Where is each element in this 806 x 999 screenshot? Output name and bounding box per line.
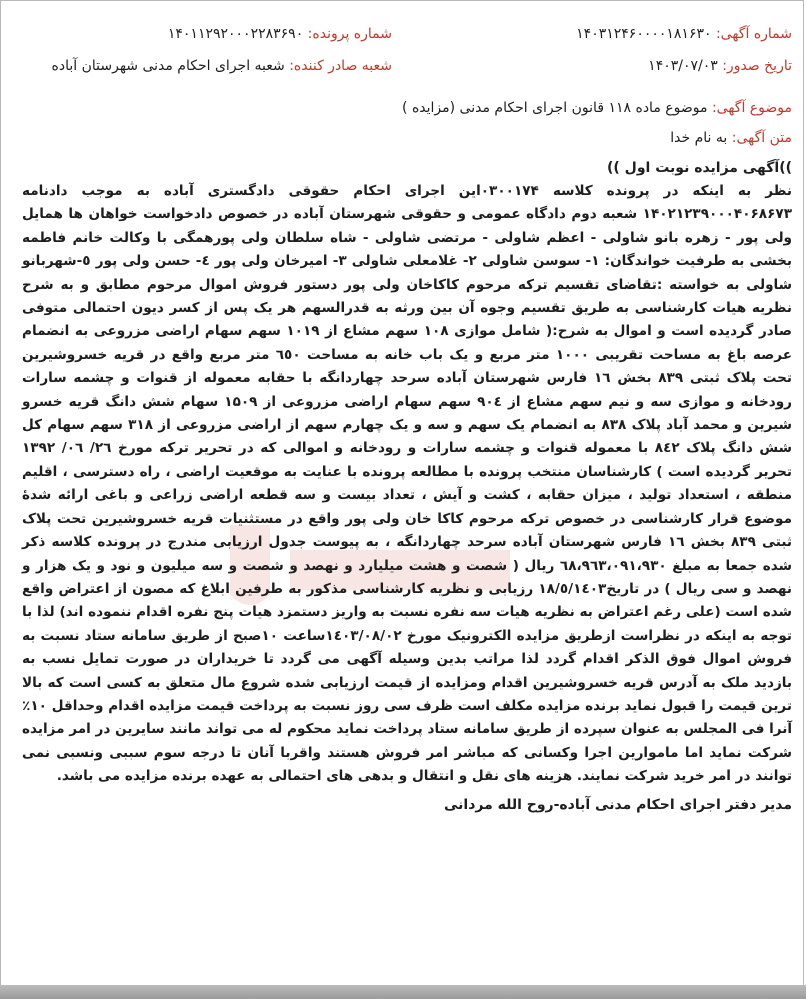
- header-row-1: [22, 26, 792, 52]
- issuer: شعبه صادر کننده: شعبه اجرای احکام مدنی شهرستان آباده: [51, 58, 392, 74]
- notice-number: شماره آگهی: ۱۴۰۳۱۲۴۶۰۰۰۰۱۸۱۶۳۰: [576, 26, 792, 42]
- issue-date: تاریخ صدور: ۱۴۰۳/۰۷/۰۳: [648, 58, 792, 74]
- subject-row: موضوع آگهی: موضوع ماده ۱۱۸ قانون اجرای احکام مدنی (مزایده ): [402, 100, 792, 116]
- signature: مدیر دفتر اجرای احکام مدنی آباده-روح الله مردانی: [443, 796, 792, 813]
- notice-heading: ))آگهی مزایده نوبت اول )): [607, 160, 792, 176]
- header-row-2: [22, 58, 792, 84]
- bottom-scroll-bar: [0, 985, 806, 999]
- notice-body: نظر به اینکه در پرونده کلاسه ۰۳۰۰۱۷۴این اجرای احکام حقوقی دادگستری آباده به موجب دادنامه ۱۴۰۲۱۲۳۹۰۰۰۴۰۶۸۶۷۳ شعبه دوم دادگاه عمومی و حقوقی شهرستان آباده در خصوص دادخواست خواهان ها همایل ولی پور - زهره بانو شاولی - اعظم شاولی - مرتضی شاولی - شاه سلطان ولی پورهمگی با وکالت خانم فاطمه بخشی به طرفیت خواندگان: ۱- سوسن شاولی ۲- غلامعلی شاولی ۳- امیرخان ولی پور ٤- حسن ولی پور ٥-شهربانو شاولی به خواسته :تقاضای تقسیم ترکه مرحوم کاکاخان ولی پور دستور فروش اموال مرحوم مطابق و به شرح نظریه هیات کارشناسی به طریق تقسیم وجوه آن بین ورثه به قدرالسهم هر یک پس از کسر دیون احتمالی متوفی صادر گردیده است و اموال به شرح:( شامل موازی ۱۰۸ سهم مشاع از ۱۰۱۹ سهم سهام اراضی مزروعی به انضمام عرصه باغ به مساحت تقریبی ۱۰۰۰ متر مربع و یک باب خانه به مساحت ٦٥٠ متر مربع واقع در قریه خسروشیرین تحت پلاک ثبتی ۸۳۹ بخش ۱٦ فارس شهرستان آباده سرحد چهاردانگه با حقابه معموله از قنوات و چشمه سارات رودخانه و موازی سه و نیم سهم مشاع از ۹۰٤ سهم سهام اراضی مزروعی از ۱۵۰۹ سهام شش دانگ قریه خسرو شیرین و محمد آباد پلاک ۸۳۸ به انضمام یک سهم و سه و یک چهارم سهم از اراضی مزروعی از ۳۱۸ سهم سهام کل شش دانگ پلاک ۸٤۲ با معموله قنوات و چشمه سارات و رودخانه و اموالی که در تحریر ترکه مورخ ۲٦/ ۰٦/ ۱۳۹۲ تحریر گردیده است ) کارشناسان منتخب پرونده با مطالعه پرونده با عنایت به موقعیت اراضی ، راه دسترسی ، اقلیم منطقه ، استعداد تولید ، میزان حقابه ، کشت و آیش ، تعداد بیست و سه قطعه اراضی زراعی و باغی ارائه شدۀ موضوع قرار کارشناسی در خصوص ترکه مرحوم کاکا خان ولی پور واقع در مستثنیات قریه خسروشیرین تحت پلاک ثبتی ۸۳۹ بخش ۱٦ فارس شهرستان آباده سرحد چهاردانگه ، به پیوست جدول ارزیابی مندرج در پرونده کلاسه ذکر شده جمعا به مبلغ ٦۸،۹٦۳،۰۹۱،۹۳۰ ریال ( شصت و هشت میلیارد و نهصد و شصت و سه میلیون و نود و یک هزار و نهصد و سی ریال ) در تاریخ۱۸/٥/۱٤۰۳ رزیابی و نظریه کارشناسی مذکور به طرفین ابلاغ که مصون از اعتراض واقع شده است (علی رغم اعتراض به نظریه هیات سه نفره نسبت به واریز دستمزد هیات پنج نفره اقدام ننموده اند) لذا با توجه به اینکه در نظراست ازطریق مزایده الکترونیک مورخ ۱٤۰۳/۰۸/۰۲ساعت ۱۰صبح از طریق سامانه ستاد نسبت به فروش اموال فوق الذکر اقدام گردد لذا مراتب بدین وسیله آگهی می گردد تا خریداران در صورت تمایل نسب به بازدید ملک به آدرس قریه خسروشیرین اقدام ومزایده از قیمت ارزیابی شده شروع مال متعلق به کسی است که بالا ترین قیمت را قبول نماید برنده مزایده مکلف است ظرف سی روز نسبت به پرداخت قیمت مزایده اقدام وحداقل ۱۰٪ آنرا فی المجلس به عنوان سپرده از طریق سامانه ستاد پرداخت نماید محکوم له می تواند مانند سایرین در امر مزایده شرکت نماید اما ماموارین اجرا وکسانی که مباشر امر فروش هستند واقربا آنان تا درجه سوم سببی ونسبی نمی توانند در امر خرید شرکت نمایند. هزینه های نقل و انتقال و بدهی های احتمالی به عهده برنده مزایده می باشد.: [22, 183, 793, 785]
- notice-content: [22, 26, 792, 813]
- text-label-row: متن آگهی: به نام خدا: [670, 130, 792, 146]
- case-number: شماره پرونده: ۱۴۰۱۱۲۹۲۰۰۰۲۲۸۳۶۹۰: [167, 26, 392, 42]
